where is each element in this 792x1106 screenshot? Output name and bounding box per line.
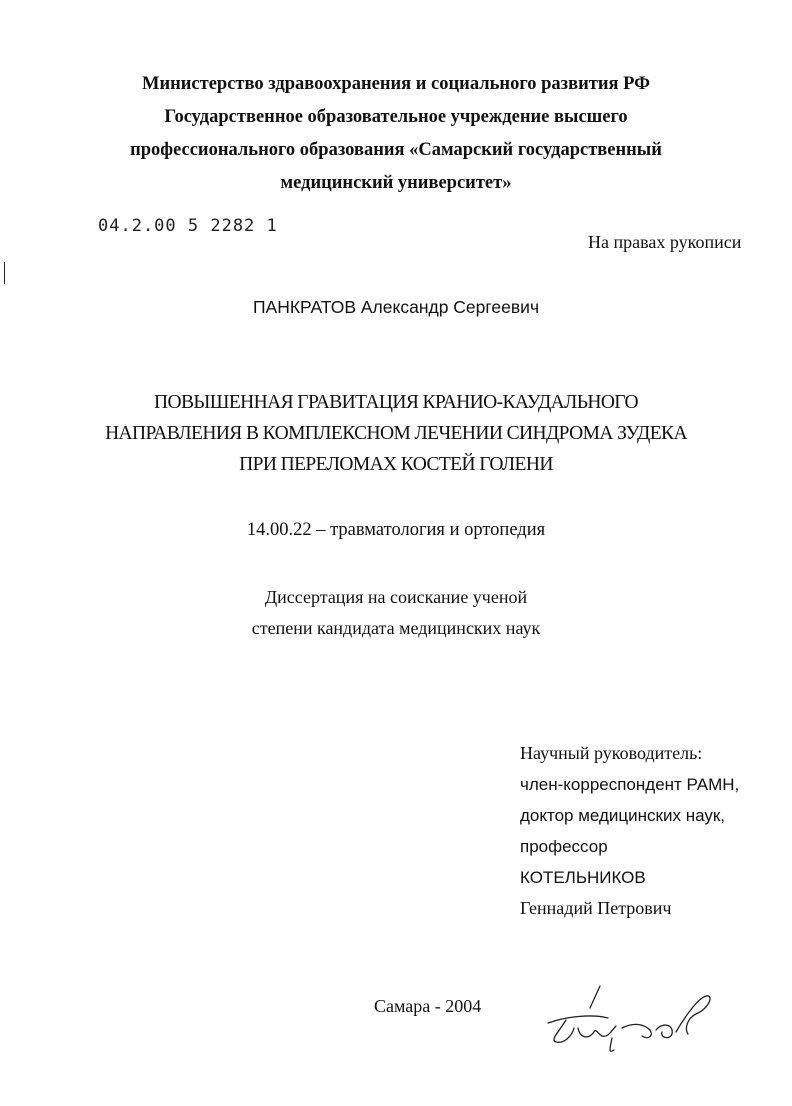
header-line: Министерство здравоохранения и социального развития РФ [141, 74, 651, 94]
supervisor-heading: Научный руководитель: [520, 743, 703, 763]
title-line: НАПРАВЛЕНИЯ В КОМПЛЕКСНОМ ЛЕЧЕНИИ СИНДРОМА ЗУДЕКА [105, 423, 687, 444]
scan-mark [4, 262, 5, 284]
title-line: ПРИ ПЕРЕЛОМАХ КОСТЕЙ ГОЛЕНИ [239, 454, 553, 475]
dissertation-description [0, 582, 792, 644]
dissertation-title [0, 387, 792, 480]
registration-stamp: 04.2.00 5 2282 1 [98, 216, 278, 236]
header-line: профессионального образования «Самарский государственный [130, 140, 662, 160]
supervisor-block [520, 738, 739, 924]
title-line: ПОВЫШЕННАЯ ГРАВИТАЦИЯ КРАНИО-КАУДАЛЬНОГО [154, 392, 638, 413]
supervisor-line: КОТЕЛЬНИКОВ [520, 868, 646, 887]
header-line: медицинский университет» [280, 173, 512, 193]
supervisor-line: член-корреспондент РАМН, [520, 775, 740, 794]
header-line: Государственное образовательное учреждение высшего [164, 107, 628, 127]
specialty: 14.00.22 – травматология и ортопедия [246, 520, 546, 540]
supervisor-line: Геннадий Петрович [520, 898, 672, 918]
supervisor-line: профессор [520, 837, 608, 856]
description-line: Диссертация на соискание ученой [264, 587, 528, 607]
supervisor-line: доктор медицинских наук, [520, 806, 726, 825]
manuscript-rights: На правах рукописи [588, 232, 742, 252]
signature-icon [538, 978, 718, 1058]
description-line: степени кандидата медицинских наук [251, 618, 541, 638]
city-year: Самара - 2004 [374, 996, 482, 1016]
author-name: ПАНКРАТОВ Александр Сергеевич [252, 297, 540, 317]
institution-header [0, 68, 792, 200]
